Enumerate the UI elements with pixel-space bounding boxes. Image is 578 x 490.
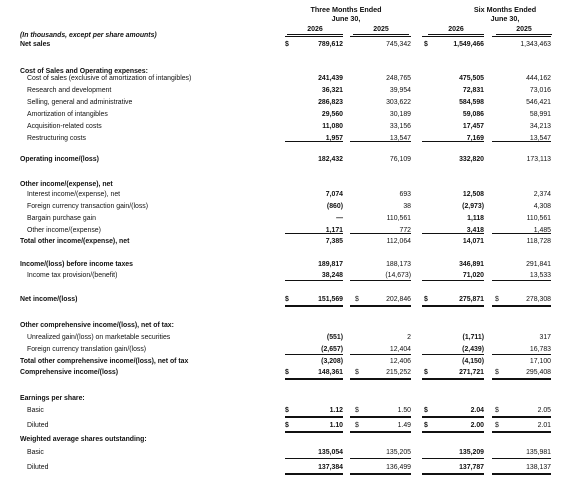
single-rule <box>422 233 484 234</box>
value-cell: 11,080 <box>322 123 343 130</box>
dollar-sign: $ <box>495 369 499 376</box>
value-cell: 444,162 <box>526 75 551 82</box>
value-cell: 303,622 <box>386 99 411 106</box>
row-label: Basic <box>27 449 44 456</box>
value-cell: 1,957 <box>325 135 343 142</box>
value-cell: (2,973) <box>462 203 484 210</box>
dollar-sign: $ <box>355 296 359 303</box>
value-cell: 7,385 <box>325 238 343 245</box>
single-rule <box>350 233 411 234</box>
value-cell: (1,711) <box>462 334 484 341</box>
dollar-sign: $ <box>495 296 499 303</box>
dollar-sign: $ <box>424 296 428 303</box>
double-rule <box>350 431 411 433</box>
row-label: Earnings per share: <box>20 395 85 402</box>
row-label: Research and development <box>27 87 112 94</box>
row-label: Diluted <box>27 464 49 471</box>
dollar-sign: $ <box>424 369 428 376</box>
single-rule <box>492 354 551 355</box>
single-rule <box>285 233 343 234</box>
single-rule <box>285 354 343 355</box>
value-cell: 1,343,463 <box>520 41 551 48</box>
six-months-title: Six Months Ended <box>473 5 537 14</box>
row-label: Foreign currency transaction gain/(loss) <box>27 203 149 210</box>
value-cell: 2.01 <box>537 422 551 429</box>
table-row <box>0 155 578 165</box>
row-label: Operating income/(loss) <box>20 156 99 163</box>
row-label: Net income/(loss) <box>20 296 78 303</box>
value-cell: 38 <box>403 203 411 210</box>
single-rule <box>492 141 551 142</box>
table-row <box>0 357 578 367</box>
value-cell: 12,404 <box>389 346 411 353</box>
row-label: Unrealized gain/(loss) on marketable securities <box>27 334 171 341</box>
value-cell: 2.04 <box>470 407 484 414</box>
value-cell: 38,248 <box>321 272 343 279</box>
row-label: Acquisition-related costs <box>27 123 102 130</box>
value-cell: (860) <box>326 203 343 210</box>
value-cell: 110,561 <box>386 215 411 222</box>
table-row <box>0 190 578 200</box>
value-cell: 248,765 <box>386 75 411 82</box>
single-rule <box>350 280 411 281</box>
value-cell: (2,657) <box>321 346 343 353</box>
value-cell: 2.00 <box>470 422 484 429</box>
double-rule <box>422 305 484 307</box>
value-cell: 136,499 <box>386 464 411 471</box>
value-cell: 317 <box>539 334 551 341</box>
value-cell: 138,137 <box>526 464 551 471</box>
value-cell: 241,439 <box>318 75 343 82</box>
double-rule <box>285 378 343 380</box>
value-cell: 29,560 <box>321 111 343 118</box>
value-cell: 772 <box>399 227 411 234</box>
row-label: Foreign currency translation gain/(loss) <box>27 346 147 353</box>
value-cell: 33,156 <box>389 123 411 130</box>
dollar-sign: $ <box>355 422 359 429</box>
row-label: Interest income/(expense), net <box>27 191 121 198</box>
single-rule <box>350 354 411 355</box>
value-cell: 13,547 <box>529 135 551 142</box>
double-rule <box>492 416 551 418</box>
table-row <box>0 202 578 212</box>
single-rule <box>285 36 343 37</box>
value-cell: 135,205 <box>386 449 411 456</box>
single-rule <box>285 141 343 142</box>
table-row <box>0 394 578 404</box>
table-row <box>0 110 578 120</box>
value-cell: 34,213 <box>529 123 551 130</box>
single-rule <box>422 280 484 281</box>
double-rule <box>350 473 411 475</box>
table-row <box>0 40 578 50</box>
single-rule <box>350 36 411 37</box>
value-cell: 135,981 <box>526 449 551 456</box>
double-rule <box>422 378 484 380</box>
table-row <box>0 435 578 445</box>
value-cell: 4,308 <box>533 203 551 210</box>
table-row <box>0 86 578 96</box>
value-cell: (551) <box>326 334 343 341</box>
value-cell: 16,783 <box>529 346 551 353</box>
year-2026-three-months: 2026 <box>287 26 343 35</box>
double-rule <box>492 305 551 307</box>
year-2026-six-months: 2026 <box>428 26 484 35</box>
six-months-date: June 30, <box>490 14 520 23</box>
value-cell: 173,113 <box>526 156 551 163</box>
value-cell: 2 <box>407 334 411 341</box>
double-rule <box>422 416 484 418</box>
single-rule <box>285 458 343 459</box>
value-cell: 13,547 <box>389 135 411 142</box>
value-cell: 202,846 <box>386 296 411 303</box>
dollar-sign: $ <box>424 407 428 414</box>
row-label: Cost of Sales and Operating expenses: <box>20 68 148 75</box>
row-label: Diluted <box>27 422 49 429</box>
value-cell: 76,109 <box>389 156 411 163</box>
value-cell: 137,787 <box>459 464 484 471</box>
row-label: Restructuring costs <box>27 135 86 142</box>
value-cell: 135,054 <box>318 449 343 456</box>
value-cell: 12,406 <box>389 358 411 365</box>
single-rule <box>492 36 551 37</box>
value-cell: 14,071 <box>462 238 484 245</box>
value-cell: 789,612 <box>318 41 343 48</box>
value-cell: 17,100 <box>529 358 551 365</box>
value-cell: 275,871 <box>459 296 484 303</box>
value-cell: 39,954 <box>389 87 411 94</box>
table-row <box>0 368 578 378</box>
value-cell: 12,508 <box>462 191 484 198</box>
row-label: Total other comprehensive income/(loss), net of tax <box>20 358 189 365</box>
value-cell: 36,321 <box>321 87 343 94</box>
dollar-sign: $ <box>285 369 289 376</box>
double-rule <box>350 305 411 307</box>
row-label: (In thousands, except per share amounts) <box>20 32 157 39</box>
dollar-sign: $ <box>355 369 359 376</box>
double-rule <box>285 431 343 433</box>
table-row <box>0 260 578 270</box>
table-row <box>0 295 578 305</box>
value-cell: 546,421 <box>526 99 551 106</box>
single-rule <box>422 458 484 459</box>
value-cell: — <box>336 215 343 222</box>
value-cell: 1,171 <box>325 227 343 234</box>
single-rule <box>422 141 484 142</box>
row-label: Weighted average shares outstanding: <box>20 436 147 443</box>
value-cell: 1.12 <box>329 407 343 414</box>
dollar-sign: $ <box>285 296 289 303</box>
value-cell: 271,721 <box>459 369 484 376</box>
dollar-sign: $ <box>424 422 428 429</box>
value-cell: 745,342 <box>386 41 411 48</box>
double-rule <box>492 431 551 433</box>
value-cell: 72,831 <box>462 87 484 94</box>
value-cell: 693 <box>399 191 411 198</box>
value-cell: 278,308 <box>526 296 551 303</box>
value-cell: 215,252 <box>386 369 411 376</box>
table-row <box>0 333 578 343</box>
value-cell: 2,374 <box>533 191 551 198</box>
single-rule <box>422 36 484 37</box>
value-cell: 7,074 <box>325 191 343 198</box>
value-cell: 182,432 <box>318 156 343 163</box>
table-row <box>0 74 578 84</box>
value-cell: 112,064 <box>386 238 411 245</box>
value-cell: 346,891 <box>459 261 484 268</box>
value-cell: 73,016 <box>529 87 551 94</box>
value-cell: 291,841 <box>526 261 551 268</box>
row-label: Other income/(expense), net <box>20 181 113 188</box>
value-cell: 475,505 <box>459 75 484 82</box>
value-cell: 58,991 <box>529 111 551 118</box>
dollar-sign: $ <box>495 422 499 429</box>
double-rule <box>350 416 411 418</box>
double-rule <box>422 473 484 475</box>
value-cell: 332,820 <box>459 156 484 163</box>
value-cell: 1.50 <box>397 407 411 414</box>
value-cell: 2.05 <box>537 407 551 414</box>
table-row <box>0 237 578 247</box>
table-row <box>0 180 578 190</box>
dollar-sign: $ <box>285 41 289 48</box>
value-cell: 7,169 <box>466 135 484 142</box>
value-cell: 295,408 <box>526 369 551 376</box>
value-cell: 151,569 <box>318 296 343 303</box>
table-row <box>0 321 578 331</box>
row-label: Amortization of intangibles <box>27 111 108 118</box>
table-row <box>0 226 578 236</box>
single-rule <box>350 141 411 142</box>
row-label: Other income/(expense) <box>27 227 101 234</box>
row-label: Income tax provision/(benefit) <box>27 272 118 279</box>
dollar-sign: $ <box>285 407 289 414</box>
single-rule <box>492 233 551 234</box>
double-rule <box>285 305 343 307</box>
single-rule <box>422 354 484 355</box>
value-cell: 189,817 <box>318 261 343 268</box>
table-row <box>0 134 578 144</box>
value-cell: 137,384 <box>318 464 343 471</box>
table-row <box>0 421 578 431</box>
row-label: Bargain purchase gain <box>27 215 96 222</box>
single-rule <box>350 458 411 459</box>
value-cell: 1,485 <box>533 227 551 234</box>
row-label: Cost of sales (exclusive of amortization of intangibles) <box>27 75 192 82</box>
table-row <box>0 122 578 132</box>
three-months-date: June 30, <box>331 14 361 23</box>
value-cell: (2,439) <box>462 346 484 353</box>
value-cell: (3,208) <box>321 358 343 365</box>
value-cell: 135,209 <box>459 449 484 456</box>
three-months-title: Three Months Ended <box>310 5 382 14</box>
table-row <box>0 98 578 108</box>
row-label: Net sales <box>20 41 51 48</box>
value-cell: 30,189 <box>389 111 411 118</box>
double-rule <box>492 473 551 475</box>
value-cell: 3,418 <box>466 227 484 234</box>
row-label: Comprehensive income/(loss) <box>20 369 119 376</box>
table-row <box>0 448 578 458</box>
year-2025-three-months: 2025 <box>353 26 409 35</box>
row-label: Total other income/(expense), net <box>20 238 130 245</box>
value-cell: 1.49 <box>397 422 411 429</box>
row-label: Other comprehensive income/(loss), net of tax: <box>20 322 174 329</box>
value-cell: 1,549,466 <box>453 41 484 48</box>
value-cell: 188,173 <box>386 261 411 268</box>
double-rule <box>285 473 343 475</box>
value-cell: 110,561 <box>526 215 551 222</box>
value-cell: 148,361 <box>318 369 343 376</box>
value-cell: 1,118 <box>467 215 484 222</box>
row-label: Selling, general and administrative <box>27 99 133 106</box>
single-rule <box>285 280 343 281</box>
value-cell: (4,150) <box>462 358 484 365</box>
table-row <box>0 463 578 473</box>
table-row <box>0 406 578 416</box>
row-label: Income/(loss) before income taxes <box>20 261 133 268</box>
double-rule <box>422 431 484 433</box>
value-cell: 17,457 <box>462 123 484 130</box>
dollar-sign: $ <box>424 41 428 48</box>
three-months-header <box>296 5 396 23</box>
double-rule <box>492 378 551 380</box>
six-months-header <box>455 5 555 23</box>
dollar-sign: $ <box>285 422 289 429</box>
value-cell: 71,020 <box>462 272 484 279</box>
dollar-sign: $ <box>355 407 359 414</box>
single-rule <box>492 458 551 459</box>
row-label: Basic <box>27 407 44 414</box>
double-rule <box>350 378 411 380</box>
value-cell: 13,533 <box>529 272 551 279</box>
dollar-sign: $ <box>495 407 499 414</box>
value-cell: 286,823 <box>318 99 343 106</box>
table-row <box>0 214 578 224</box>
year-2025-six-months: 2025 <box>496 26 552 35</box>
value-cell: 118,728 <box>526 238 551 245</box>
single-rule <box>492 280 551 281</box>
value-cell: 584,598 <box>459 99 484 106</box>
value-cell: 1.10 <box>329 422 343 429</box>
value-cell: 59,086 <box>462 111 484 118</box>
double-rule <box>285 416 343 418</box>
value-cell: (14,673) <box>385 272 411 279</box>
